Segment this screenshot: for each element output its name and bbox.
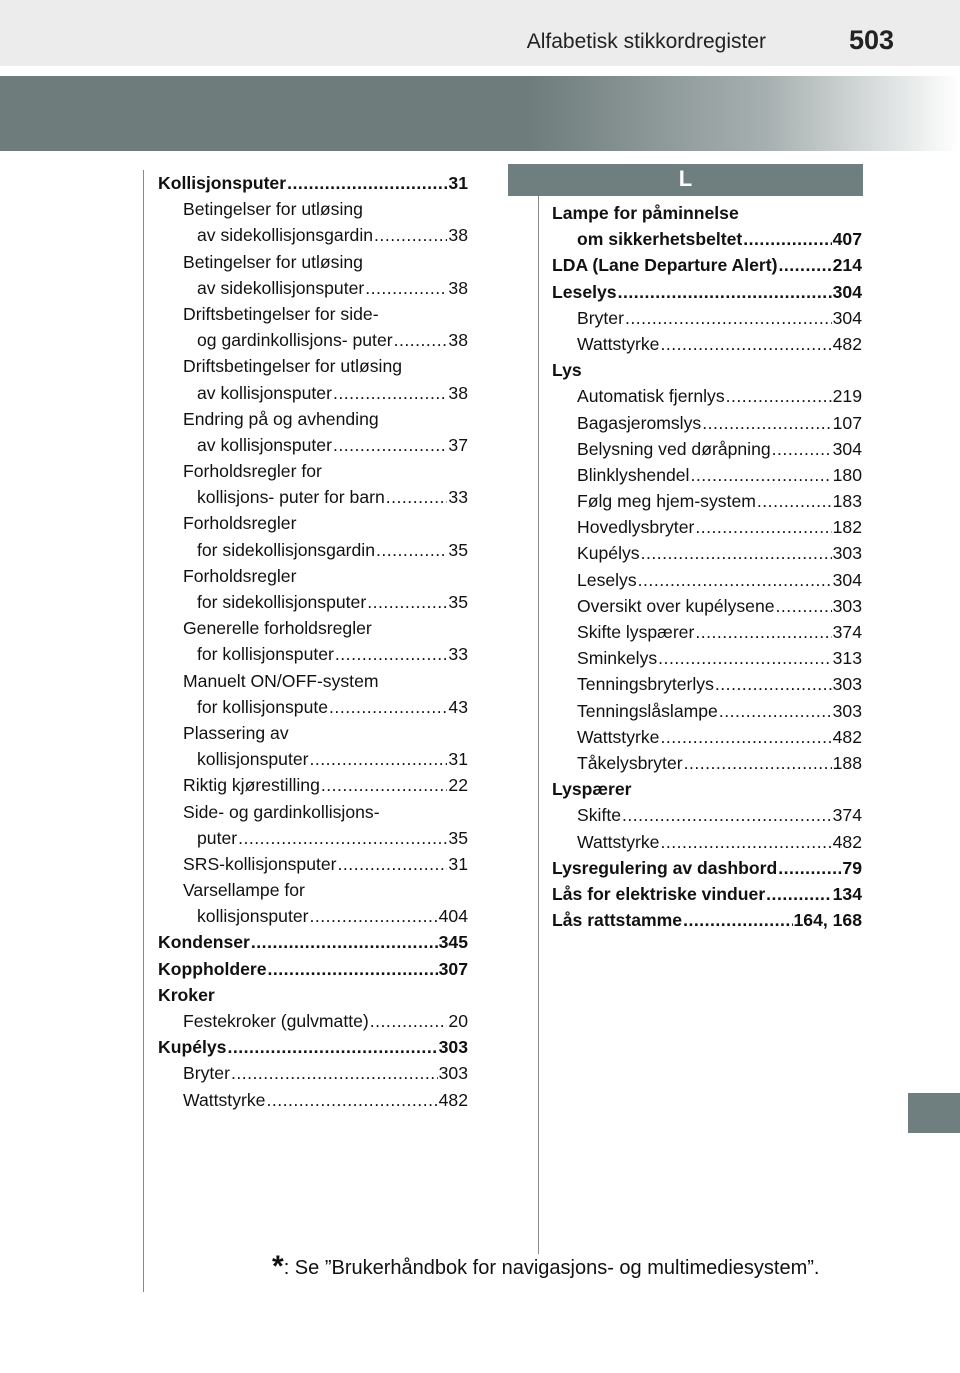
index-entry [552,724,862,750]
index-entry [158,353,468,379]
letter-header: L [508,164,863,196]
dot-leader [743,226,831,252]
index-entry-page[interactable]: 38 [448,330,468,351]
index-entry-term: Plassering av [183,722,289,743]
index-entry [158,222,468,248]
dot-leader [333,432,447,458]
index-entry [158,877,468,903]
index-entry [552,410,862,436]
index-entry-page[interactable]: 35 [448,539,468,560]
index-entry-term: kollisjonsputer [197,906,309,927]
dot-leader [287,170,447,196]
dot-leader [778,855,841,881]
index-entry [158,772,468,798]
index-column-left [158,170,468,1113]
index-entry-term: Festekroker (gulvmatte) [183,1011,369,1031]
index-entry [552,200,862,226]
index-entry-term: SRS-kollisjonsputer [183,853,337,874]
dot-leader [329,694,447,720]
index-entry-term: for kollisjonspute [197,696,329,717]
index-entry-term: Forholdsregler for [183,461,322,482]
dot-leader [660,331,831,357]
index-entry-page[interactable]: 20 [448,1011,468,1031]
index-entry [552,383,862,409]
index-entry [552,619,862,645]
index-entry [158,458,468,484]
dot-leader [702,410,831,436]
index-entry-page[interactable]: 38 [448,225,468,246]
dot-leader [684,750,832,776]
index-entry-term: Følg meg hjem-system [577,491,756,512]
index-entry-page[interactable]: 407 [832,229,862,250]
dot-leader [394,327,448,353]
index-entry-page[interactable]: 307 [438,958,468,979]
index-entry [552,305,862,331]
index-entry [552,226,862,252]
index-entry-page[interactable]: 22 [448,775,468,796]
dot-leader [660,724,831,750]
dot-leader [779,252,832,278]
index-entry-term: Side- og gardinkollisjons- [183,801,380,822]
index-entry-page[interactable]: 183 [832,491,862,512]
index-entry-term: Wattstyrke [577,333,660,354]
index-entry-term: Belysning ved døråpning [577,438,771,459]
left-margin-rule [143,170,144,1292]
index-entry-page[interactable]: 188 [832,752,862,773]
index-entry-page[interactable]: 482 [832,831,862,852]
index-entry-page[interactable]: 303 [832,543,862,564]
index-entry-page[interactable]: 35 [448,592,468,612]
index-entry [552,698,862,724]
dot-leader [335,641,448,667]
dot-leader [766,881,831,907]
index-entry-page[interactable]: 38 [448,382,468,403]
index-entry-term: Leselys [552,281,617,302]
index-entry [552,802,862,828]
index-entry-page[interactable]: 33 [448,487,468,508]
index-entry-page[interactable]: 37 [448,434,468,455]
index-entry [158,956,468,982]
index-entry-page[interactable]: 214 [832,255,862,276]
index-entry [158,1034,468,1060]
dot-leader [268,956,438,982]
dot-leader [757,488,832,514]
index-entry-term: Hovedlysbryter [577,517,695,538]
index-entry [552,436,862,462]
index-entry [158,851,468,877]
index-entry-page[interactable]: 374 [832,805,862,826]
dot-leader [266,1087,437,1113]
dot-leader [641,540,832,566]
index-entry-term: Driftsbetingelser for side- [183,303,379,324]
dot-leader [776,593,832,619]
index-entry-page[interactable]: 482 [438,1089,468,1110]
index-entry-page[interactable]: 134 [832,883,862,904]
dot-leader [231,1060,438,1086]
dot-leader [683,907,792,933]
dot-leader [658,645,831,671]
index-entry-term: Lampe for påminnelse [552,203,739,223]
dot-leader [726,383,832,409]
index-entry-page[interactable]: 79 [842,857,862,878]
index-entry-term: om sikkerhetsbeltet [577,229,743,250]
index-entry [158,615,468,641]
index-entry-term: av kollisjonsputer [197,382,332,403]
dot-leader [715,671,832,697]
index-entry [552,829,862,855]
index-entry-term: Wattstyrke [577,831,660,852]
index-entry-term: for sidekollisjonsgardin [197,539,375,560]
index-entry-term: Koppholdere [158,958,267,979]
dot-leader [309,746,447,772]
index-entry-term: Leselys [577,569,637,590]
index-entry-page[interactable]: 303 [832,674,862,695]
index-entry-term: Lyspærer [552,779,632,800]
dot-leader [695,619,831,645]
dot-leader [370,1008,448,1034]
index-entry-page[interactable]: 482 [832,333,862,354]
index-entry [158,1008,468,1034]
index-entry [158,249,468,275]
index-entry-term: Lysregulering av dashbord [552,857,778,878]
dot-leader [338,851,448,877]
index-entry [158,825,468,851]
section-title: Alfabetisk stikkordregister [526,30,766,53]
index-entry-term: Bagasjeromslys [577,412,702,433]
index-entry [552,540,862,566]
index-entry-term: Skifte lyspærer [577,622,695,642]
footnote-marker: * [272,1250,284,1283]
dot-leader [719,698,832,724]
index-entry [552,881,862,907]
index-entry-term: Wattstyrke [183,1089,266,1110]
index-entry-term: Riktig kjørestilling [183,775,320,796]
index-entry-page[interactable]: 35 [448,827,468,848]
index-entry-term: LDA (Lane Departure Alert) [552,255,778,276]
dot-leader [309,903,437,929]
index-entry [158,799,468,825]
index-entry [552,671,862,697]
index-entry [158,510,468,536]
index-entry [158,301,468,327]
index-entry-term: Automatisk fjernlys [577,386,725,407]
index-entry-term: Varsellampe for [183,880,305,901]
index-entry-page[interactable]: 482 [832,726,862,747]
index-entry [158,903,468,929]
dot-leader [690,462,831,488]
dot-leader [622,802,832,828]
index-entry-page[interactable]: 313 [832,648,862,669]
index-entry-page[interactable]: 304 [832,569,862,590]
index-entry [158,694,468,720]
index-entry [158,563,468,589]
index-entry [158,170,468,196]
index-entry [552,279,862,305]
index-entry-term: Tåkelysbryter [577,752,683,773]
index-entry-term: Manuelt ON/OFF-system [183,670,379,691]
index-entry-term: Tenningslåslampe [577,700,718,721]
index-entry-term: av sidekollisjonsgardin [197,225,374,246]
dot-leader [638,567,832,593]
index-entry-term: Bryter [183,1063,230,1084]
decorative-band [0,76,960,151]
index-entry [158,668,468,694]
index-entry-page[interactable]: 180 [832,464,862,485]
index-entry-term: Kroker [158,984,215,1005]
index-entry [552,488,862,514]
index-entry-term: for kollisjonsputer [197,644,334,665]
index-entry [158,537,468,563]
index-entry [552,357,862,383]
index-entry [552,514,862,540]
dot-leader [238,825,447,851]
index-entry-term: Betingelser for utløsing [183,199,363,220]
index-entry [552,331,862,357]
index-entry-term: Lås rattstamme [552,910,683,931]
index-entry-term: av kollisjonsputer [197,434,332,455]
index-entry-page[interactable]: 31 [448,173,468,193]
index-entry-page[interactable]: 303 [438,1063,468,1084]
dot-leader [376,537,447,563]
index-entry [552,567,862,593]
page-header [0,0,960,66]
index-entry [158,720,468,746]
index-entry [552,855,862,881]
index-entry [158,1087,468,1113]
index-entry-term: av sidekollisjonsputer [197,277,365,298]
dot-leader [618,279,832,305]
index-entry [552,462,862,488]
dot-leader [321,772,448,798]
dot-leader [227,1034,437,1060]
dot-leader [695,514,831,540]
index-entry-page[interactable]: 303 [438,1037,468,1058]
index-entry-term: Tenningsbryterlys [577,674,714,695]
index-entry-page[interactable]: 304 [832,438,862,459]
index-entry [158,589,468,615]
index-entry [158,196,468,222]
dot-leader [625,305,832,331]
index-entry-term: Lås for elektriske vinduer [552,883,766,904]
index-entry-page[interactable]: 31 [448,749,468,770]
index-entry-term: Sminkelys [577,648,658,669]
footnote [272,1250,819,1284]
footnote-text: : Se ”Brukerhåndbok for navigasjons- og multimediesystem”. [283,1257,820,1279]
index-entry [158,380,468,406]
dot-leader [374,222,447,248]
index-entry [158,406,468,432]
index-entry-term: Kupélys [158,1037,227,1058]
index-entry-page[interactable]: 404 [438,906,468,927]
dot-leader [251,929,438,955]
index-entry-page[interactable]: 303 [832,595,862,616]
index-entry-page[interactable]: 219 [832,386,862,407]
dot-leader [365,275,447,301]
index-entry-page[interactable]: 304 [832,281,862,302]
index-entry-page[interactable]: 304 [832,307,862,328]
index-entry [158,641,468,667]
page-number: 503 [848,25,894,55]
index-entry-term: Blinklyshendel [577,464,690,485]
index-column-right [552,200,862,933]
index-entry-term: og gardinkollisjons- puter [197,330,393,351]
index-entry-term: Oversikt over kupélysene [577,595,775,616]
index-entry [552,593,862,619]
index-entry [158,746,468,772]
index-entry-page[interactable]: 164, 168 [793,910,862,931]
index-entry [552,750,862,776]
index-entry-term: Wattstyrke [577,726,660,747]
index-entry-term: Kollisjonsputer [158,173,287,193]
index-entry-term: Kondenser [158,932,250,953]
index-entry [158,432,468,458]
index-entry-term: Lys [552,360,582,381]
index-entry-term: Forholdsregler [183,513,297,534]
index-entry-term: for sidekollisjonsputer [197,592,367,612]
chapter-tab [908,1093,960,1133]
index-entry [158,484,468,510]
index-entry-term: Kupélys [577,543,640,564]
index-entry-term: Driftsbetingelser for utløsing [183,356,403,377]
index-entry-page[interactable]: 345 [438,932,468,953]
dot-leader [772,436,832,462]
index-entry [552,252,862,278]
index-entry [552,907,862,933]
index-entry [552,776,862,802]
index-entry-term: kollisjons- puter for barn [197,487,385,508]
index-entry-page[interactable]: 33 [448,644,468,665]
index-entry [552,645,862,671]
column-divider [538,196,539,1254]
index-entry-page[interactable]: 182 [832,517,862,538]
index-entry [158,275,468,301]
index-entry [158,929,468,955]
index-entry-term: Generelle forholdsregler [183,618,372,639]
dot-leader [367,589,447,615]
index-entry [158,1060,468,1086]
index-entry [158,982,468,1008]
index-entry-page[interactable]: 303 [832,700,862,721]
index-entry-page[interactable]: 374 [832,622,862,642]
index-entry-page[interactable]: 107 [832,412,862,433]
index-entry-term: Betingelser for utløsing [183,251,363,272]
index-entry-term: puter [197,827,238,848]
dot-leader [333,380,447,406]
dot-leader [386,484,448,510]
index-entry-page[interactable]: 43 [448,696,468,717]
index-entry-page[interactable]: 38 [448,277,468,298]
index-entry [158,327,468,353]
index-entry-term: Endring på og avhending [183,408,379,429]
index-entry-page[interactable]: 31 [448,853,468,874]
index-entry-term: kollisjonsputer [197,749,309,770]
index-entry-term: Forholdsregler [183,565,297,586]
index-entry-term: Bryter [577,307,624,328]
dot-leader [660,829,831,855]
index-entry-term: Skifte [577,805,622,826]
